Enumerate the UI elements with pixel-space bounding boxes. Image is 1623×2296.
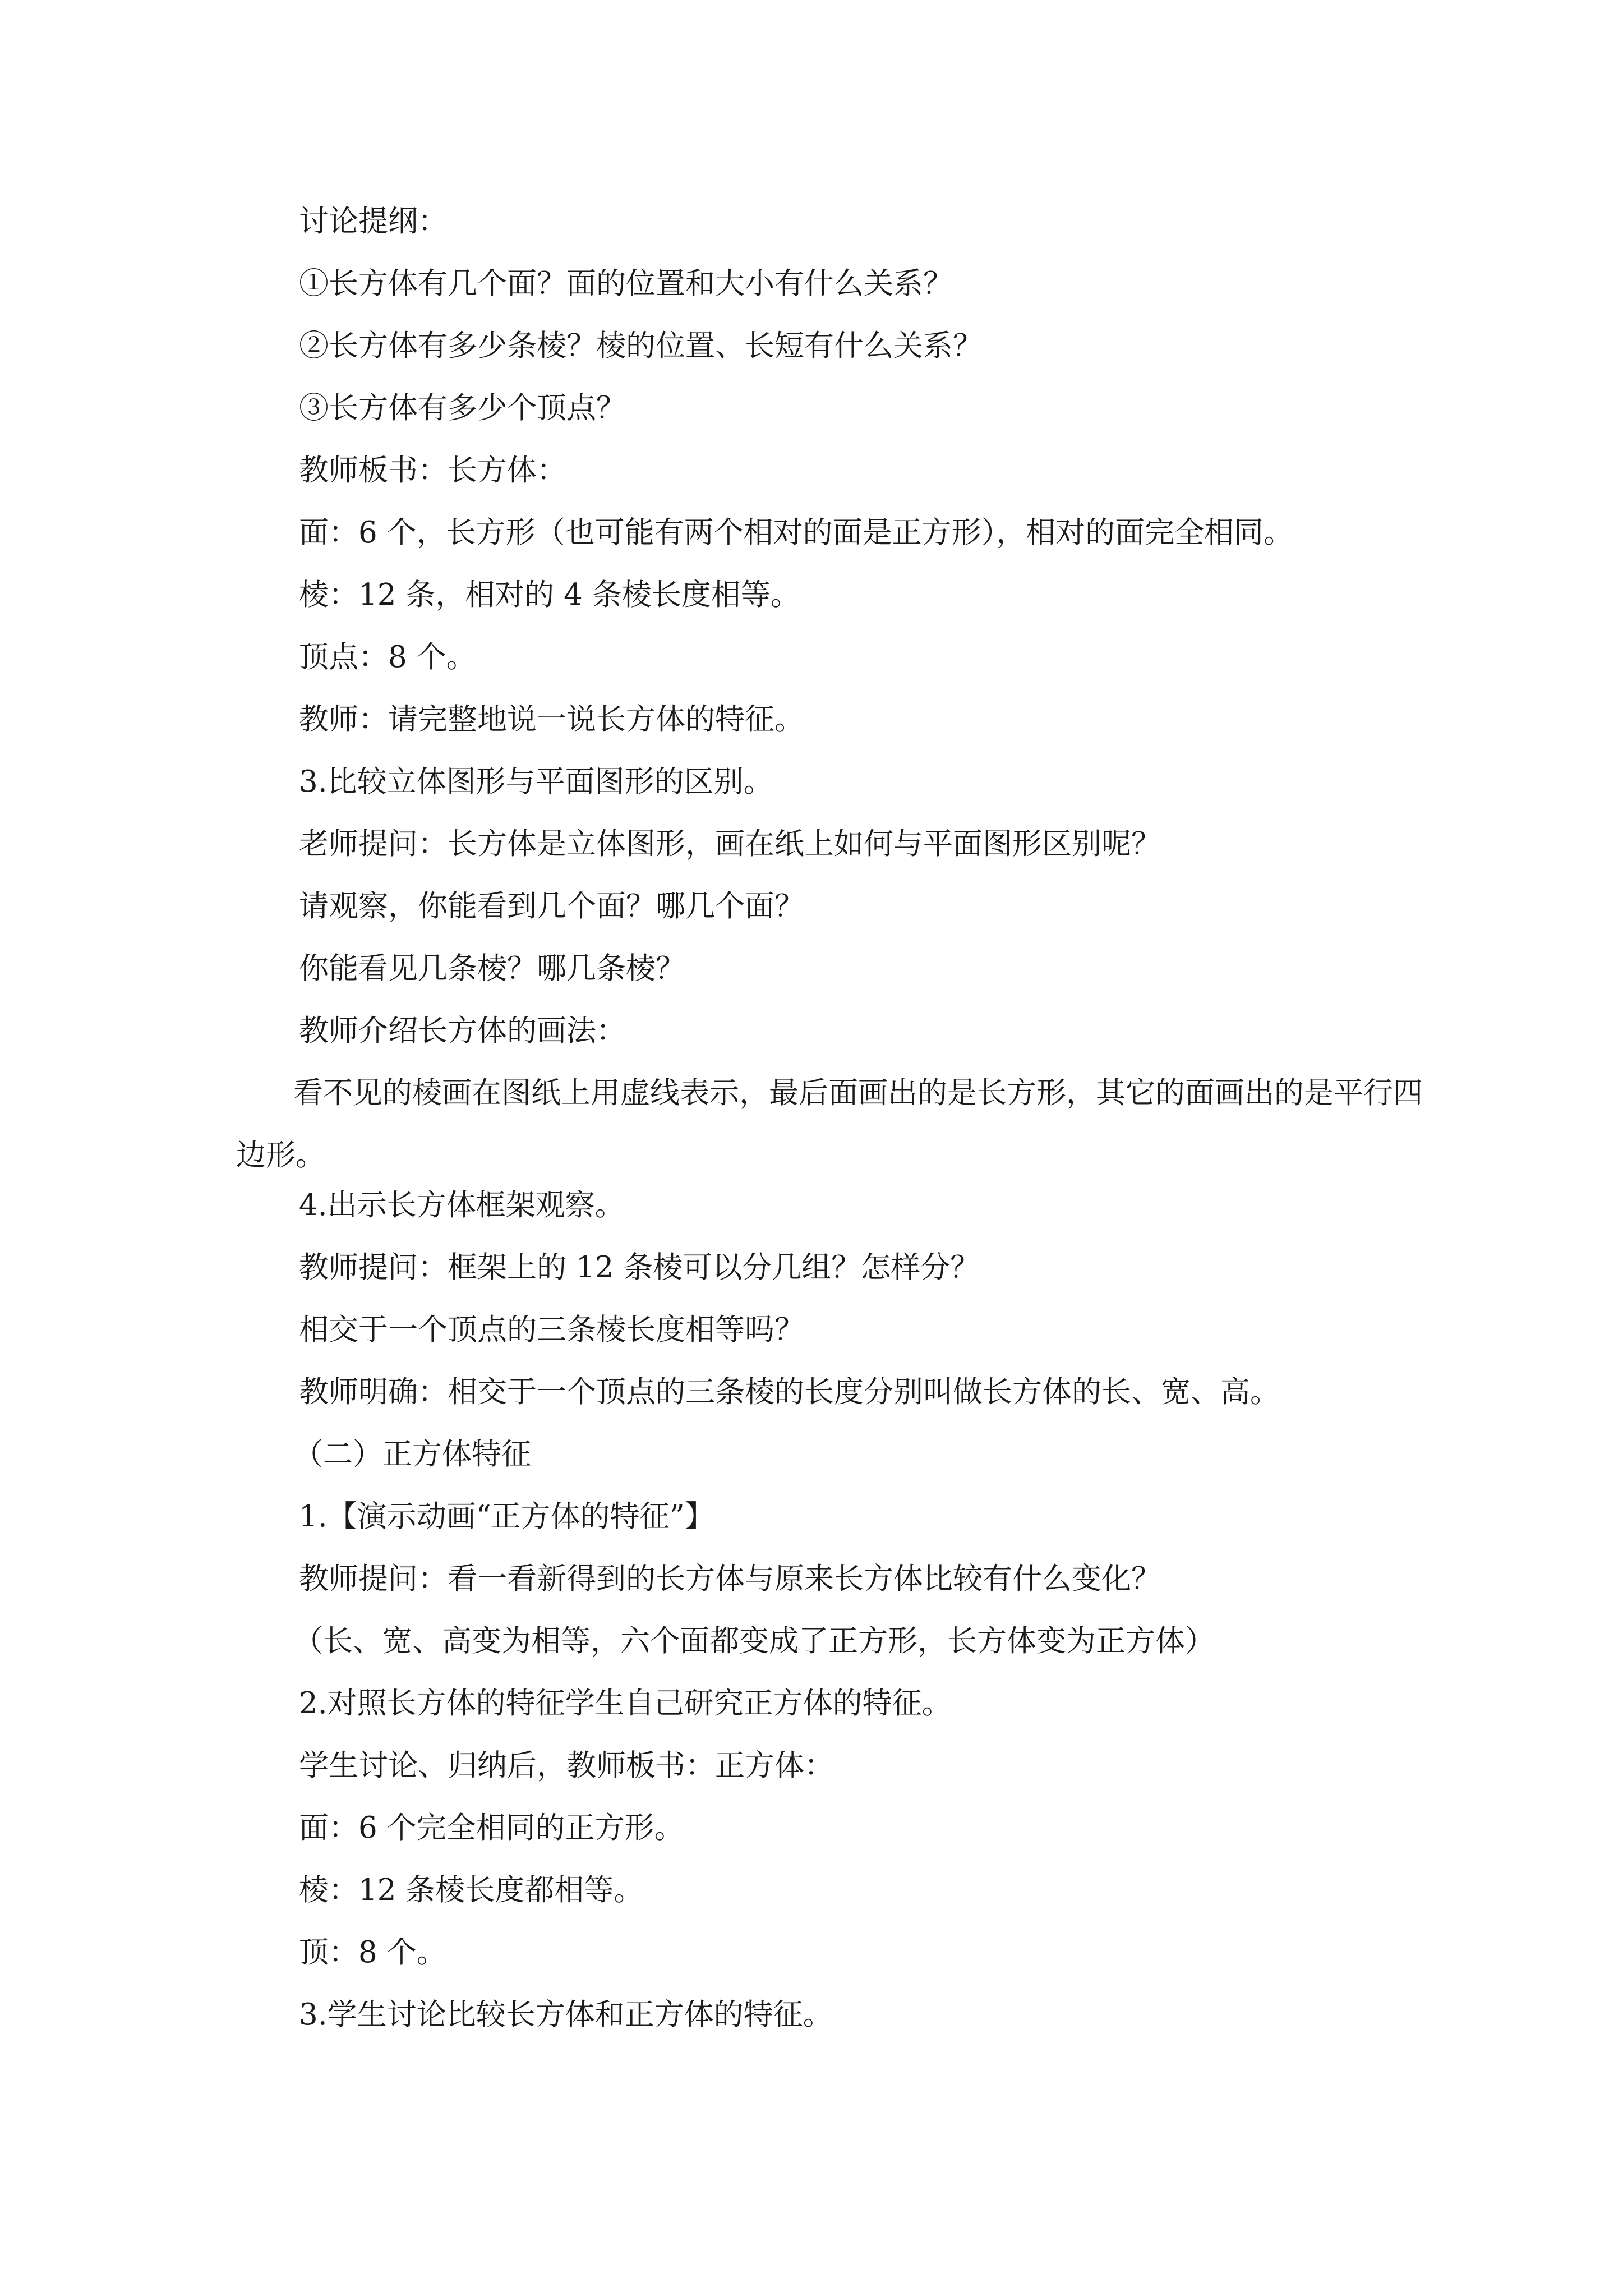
text-line: ①长方体有几个面？面的位置和大小有什么关系？ <box>299 266 953 301</box>
paragraph-line-1: 看不见的棱画在图纸上用虚线表示，最后面画出的是长方形，其它的面画出的是平行四 <box>293 1076 1423 1110</box>
text-line: 教师明确：相交于一个顶点的三条棱的长度分别叫做长方体的长、宽、高。 <box>299 1375 1280 1409</box>
text-line: 请观察，你能看到几个面？哪几个面？ <box>299 889 804 923</box>
text-line: 棱：12 条棱长度都相等。 <box>299 1873 644 1907</box>
document-body <box>236 204 1423 2062</box>
section-heading: （二）正方体特征 <box>293 1437 531 1471</box>
paragraph-line-2: 边形。 <box>236 1138 325 1172</box>
wrapped-paragraph <box>236 1062 1423 1186</box>
text-line: 老师提问：长方体是立体图形，画在纸上如何与平面图形区别呢？ <box>299 827 1161 861</box>
text-line: 学生讨论、归纳后，教师板书：正方体： <box>299 1749 834 1783</box>
text-line: 教师介绍长方体的画法： <box>299 1014 626 1048</box>
text-line: 你能看见几条棱？哪几条棱？ <box>299 951 685 986</box>
text-line: 2.对照长方体的特征学生自己研究正方体的特征。 <box>299 1686 952 1720</box>
text-line: 面：6 个，长方形（也可能有两个相对的面是正方形），相对的面完全相同。 <box>299 516 1294 550</box>
text-line: 面：6 个完全相同的正方形。 <box>299 1811 684 1845</box>
text-line: 教师：请完整地说一说长方体的特征。 <box>299 702 804 737</box>
text-line: 教师提问：看一看新得到的长方体与原来长方体比较有什么变化？ <box>299 1562 1161 1596</box>
text-line: ②长方体有多少条棱？棱的位置、长短有什么关系？ <box>299 329 983 363</box>
text-line: 教师板书：长方体： <box>299 453 566 487</box>
text-line: 顶：8 个。 <box>299 1935 446 1970</box>
text-line: ③长方体有多少个顶点？ <box>299 391 626 425</box>
text-line: 讨论提纲： <box>299 204 448 238</box>
text-line: 3.学生讨论比较长方体和正方体的特征。 <box>299 1998 833 2032</box>
text-line: （长、宽、高变为相等，六个面都变成了正方形，长方体变为正方体） <box>293 1624 1215 1658</box>
text-line: 棱：12 条，相对的 4 条棱长度相等。 <box>299 578 800 612</box>
text-line: 3.比较立体图形与平面图形的区别。 <box>299 765 773 799</box>
text-line: 1.【演示动画“正方体的特征”】 <box>299 1499 714 1534</box>
text-line: 4.出示长方体框架观察。 <box>299 1188 625 1222</box>
text-line: 教师提问：框架上的 12 条棱可以分几组？怎样分？ <box>299 1250 980 1285</box>
text-line: 顶点：8 个。 <box>299 640 476 674</box>
text-line: 相交于一个顶点的三条棱长度相等吗？ <box>299 1313 804 1347</box>
